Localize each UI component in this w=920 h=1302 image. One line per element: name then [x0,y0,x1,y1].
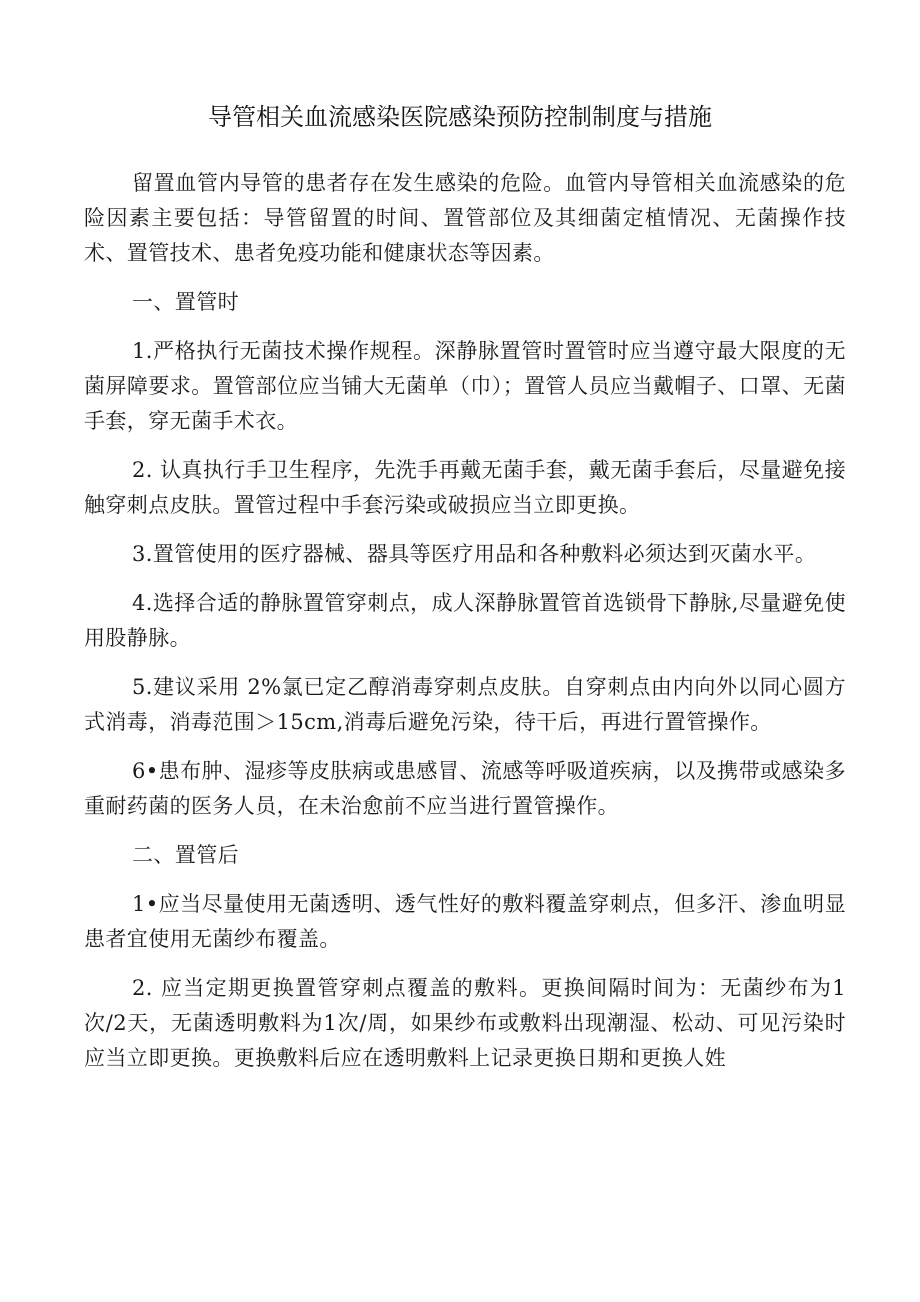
list-item: 1•应当尽量使用无菌透明、透气性好的敷料覆盖穿刺点，但多汗、渗血明显患者宜使用无菌纱布覆盖。 [84,892,846,951]
section-heading-after-insertion: 二、置管后 [132,843,239,867]
list-item: 4.选择合适的静脉置管穿刺点，成人深静脉置管首选锁骨下静脉,尽量避免使用股静脉。 [84,591,846,650]
list-item: 3.置管使用的医疗器械、器具等医疗用品和各种敷料必须达到灭菌水平。 [132,542,817,566]
document-title: 导管相关血流感染医院感染预防控制制度与措施 [208,103,712,131]
list-item: 6•患布肿、湿疹等皮肤病或患感冒、流感等呼吸道疾病，以及携带或感染多重耐药菌的医务人员，在未治愈前不应当进行置管操作。 [84,759,846,818]
list-item: 1.严格执行无菌技术操作规程。深静脉置管时置管时应当遵守最大限度的无菌屏障要求。置管部位应当铺大无菌单（巾）；置管人员应当戴帽子、口罩、无菌手套，穿无菌手术衣。 [84,339,846,433]
list-item: 5.建议采用 2%氯已定乙醇消毒穿刺点皮肤。自穿刺点由内向外以同心圆方式消毒，消毒范围＞15cm,消毒后避免污染，待干后，再进行置管操作。 [84,675,846,734]
list-item: 2. 应当定期更换置管穿刺点覆盖的敷料。更换间隔时间为：无菌纱布为1次/2天，无菌透明敷料为1次/周，如果纱布或敷料出现潮湿、松动、可见污染时应当立即更换。更换敷料后应在透明敷料上记录更换日期和更换人姓 [84,976,846,1070]
list-item: 2. 认真执行手卫生程序，先洗手再戴无菌手套，戴无菌手套后，尽量避免接触穿刺点皮肤。置管过程中手套污染或破损应当立即更换。 [84,458,846,517]
intro-paragraph: 留置血管内导管的患者存在发生感染的危险。血管内导管相关血流感染的危险因素主要包括：导管留置的时间、置管部位及其细菌定植情况、无菌操作技术、置管技术、患者免疫功能和健康状态等因素。 [84,171,846,265]
document-body [84,166,846,1090]
section-heading-during-insertion: 一、置管时 [132,290,239,314]
